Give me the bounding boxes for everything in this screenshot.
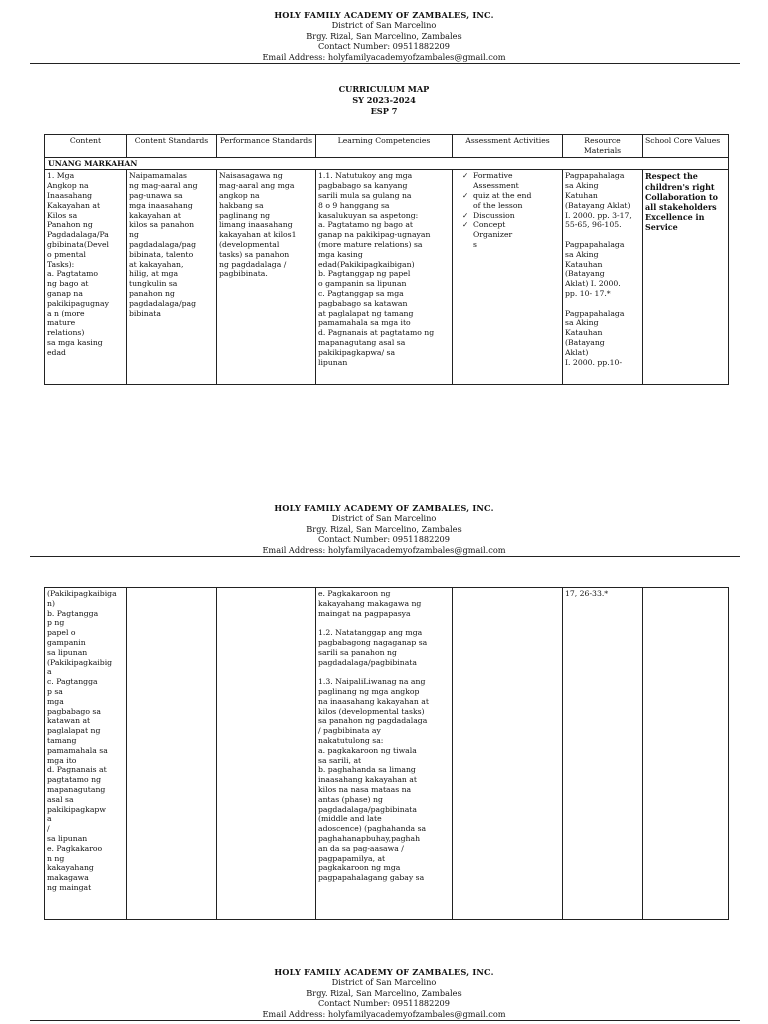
performance-standards-cell: Naisasagawa ng mag-aaral ang mga angkop na hakbang sa paglinang ng limang inaasahang kakayahan at kilos1 (developmental tasks) sa panahon ng pagdadalaga / pagbibinata.: [217, 170, 316, 385]
school-address: Brgy. Rizal, San Marcelino, Zambales: [306, 30, 462, 41]
content-standards-cell: Naipamamalas ng mag-aaral ang pag-unawa sa mga inaasahang kakayahan at kilos sa panahon ng pagdadalaga/pag bibinata, talento at kakayahan, hilig, at mga tungkulin sa panahon ng pagdadalaga/pag bibinata: [127, 170, 217, 385]
core-values-cell: Respect the children's right Collaboration to all stakeholders Excellence in Service: [643, 170, 729, 385]
col-learning-competencies: Learning Competencies: [316, 135, 453, 158]
col-performance-standards: Performance Standards: [217, 135, 316, 158]
competencies-cell: 1.1. Natutukoy ang mga pagbabago sa kanyang sarili mula sa gulang na 8 o 9 hanggang sa kasalukuyan sa aspetong: a. Pagtatamo ng bago at ganap na pakikipag-ugnayan (more mature relations) sa mga kasing edad(Pakikipagkaibigan) b. Pagtanggap ng papel o gampanin sa lipunan c. Pagtanggap sa mga pagbabago sa katawan at paglalapat ng tamang pamamahala sa mga ito d. Pagnanais at pagtatamo ng mapanagutang asal sa pakikipagkapwa/ sa lipunan: [316, 170, 453, 385]
school-name: HOLY FAMILY ACADEMY OF ZAMBALES, INC.: [274, 967, 494, 977]
check-icon: ✓: [462, 210, 469, 220]
header-divider: [30, 556, 740, 557]
list-item: ✓ Formative Assessment: [462, 171, 519, 191]
header-divider: [30, 63, 740, 64]
header-divider: [30, 1020, 740, 1021]
check-icon: ✓: [462, 190, 469, 200]
title-line-1: CURRICULUM MAP: [338, 84, 430, 94]
col-resource-materials: Resource Materials: [563, 135, 643, 158]
content-standards-cell: [127, 588, 217, 920]
email-address: Email Address: holyfamilyacademyofzambales@gmail.com: [262, 544, 506, 555]
check-icon: ✓: [462, 171, 469, 181]
content-cell: (Pakikipagkaibiga n) b. Pagtangga p ng papel o gampanin sa lipunan (Pakikipagkaibig a c. Pagtangga p sa mga pagbabago sa katawan at paglalapat ng tamang pamamahala sa mga ito d. Pagnanais at pagtatamo ng mapanagutang asal sa pakikipagkapw a / sa lipunan e. Pagkakaroo n ng kakayahang makagawa ng maingat: [45, 588, 127, 920]
table-row: [45, 170, 729, 385]
assessment-cell: [453, 588, 563, 920]
district: District of San Marcelino: [331, 20, 437, 31]
performance-standards-cell: [217, 588, 316, 920]
content-cell: 1. Mga Angkop na Inaasahang Kakayahan at Kilos sa Panahon ng Pagdadalaga/Pa gbibinata(Devel o pmental Tasks): a. Pagtatamo ng bago at ganap na pakikipagugnay a n (more mature relations) sa mga kasing edad: [45, 170, 127, 385]
school-name: HOLY FAMILY ACADEMY OF ZAMBALES, INC.: [274, 503, 494, 513]
resources-cell: 17, 26-33.*: [563, 588, 643, 920]
email-address: Email Address: holyfamilyacademyofzambales@gmail.com: [262, 1008, 506, 1019]
curriculum-map-table: [44, 134, 729, 385]
competencies-cell: e. Pagkakaroon ng kakayahang makagawa ng maingat na pagpapasya 1.2. Natatanggap ang mga pagbabagong nagaganap sa sarili sa panahon ng pagdadalaga/pagbibinata 1.3. NaipaliLiwanag na ang paglinang ng mga angkop na inaasahang kakayahan at kilos (developmental tasks) sa panahon ng pagdadalaga / pagbibinata ay nakatutulong sa: a. pagkakaroon ng tiwala sa sarili, at b. paghahanda sa limang inaasahang kakayahan at kilos na nasa mataas na antas (phase) ng pagdadalaga/pagbibinata (middle and late adoscence) (paghahanda sa paghahanapbuhay,paghah an da sa pag-aasawa / pagpapamilya, at pagkakaroon ng mga pagpapahalagang gabay sa: [316, 588, 453, 920]
email-address: Email Address: holyfamilyacademyofzambales@gmail.com: [262, 51, 506, 62]
page-header: [0, 967, 768, 1019]
title-line-2: SY 2023-2024: [352, 95, 416, 105]
page-header: [0, 503, 768, 555]
col-content: Content: [45, 135, 127, 158]
contact-number: Contact Number: 09511882209: [318, 998, 450, 1009]
contact-number: Contact Number: 09511882209: [318, 534, 450, 545]
quarter-label: UNANG MARKAHAN: [45, 157, 729, 170]
core-values-cell: [643, 588, 729, 920]
contact-number: Contact Number: 09511882209: [318, 41, 450, 52]
header-row: [45, 135, 729, 158]
document-title: [0, 84, 768, 117]
col-school-core-values: School Core Values: [643, 135, 729, 158]
check-icon: ✓: [462, 220, 469, 230]
list-item: ✓ Concept Organizer s: [462, 220, 513, 249]
resources-cell: Pagpapahalaga sa Aking Katuhan (Batayang Aklat) I. 2000. pp. 3-17, 55-65, 96-105. Pagpapahalaga sa Aking Katauhan (Batayang Aklat) I. 2000. pp. 10- 17.* Pagpapahalaga sa Aking Katauhan (Batayang Aklat) I. 2000. pp.10-: [563, 170, 643, 385]
assessment-cell: [453, 170, 563, 385]
list-item: ✓ Discussion: [462, 210, 515, 220]
table-row: [45, 588, 729, 920]
school-address: Brgy. Rizal, San Marcelino, Zambales: [306, 523, 462, 534]
page-header: [0, 10, 768, 62]
list-item: ✓ quiz at the end of the lesson: [462, 190, 532, 210]
district: District of San Marcelino: [331, 513, 437, 524]
title-line-3: ESP 7: [370, 106, 398, 116]
col-content-standards: Content Standards: [127, 135, 217, 158]
school-address: Brgy. Rizal, San Marcelino, Zambales: [306, 987, 462, 998]
curriculum-map-table-continued: [44, 587, 729, 920]
district: District of San Marcelino: [331, 977, 437, 988]
school-name: HOLY FAMILY ACADEMY OF ZAMBALES, INC.: [274, 10, 494, 20]
col-assessment-activities: Assessment Activities: [453, 135, 563, 158]
